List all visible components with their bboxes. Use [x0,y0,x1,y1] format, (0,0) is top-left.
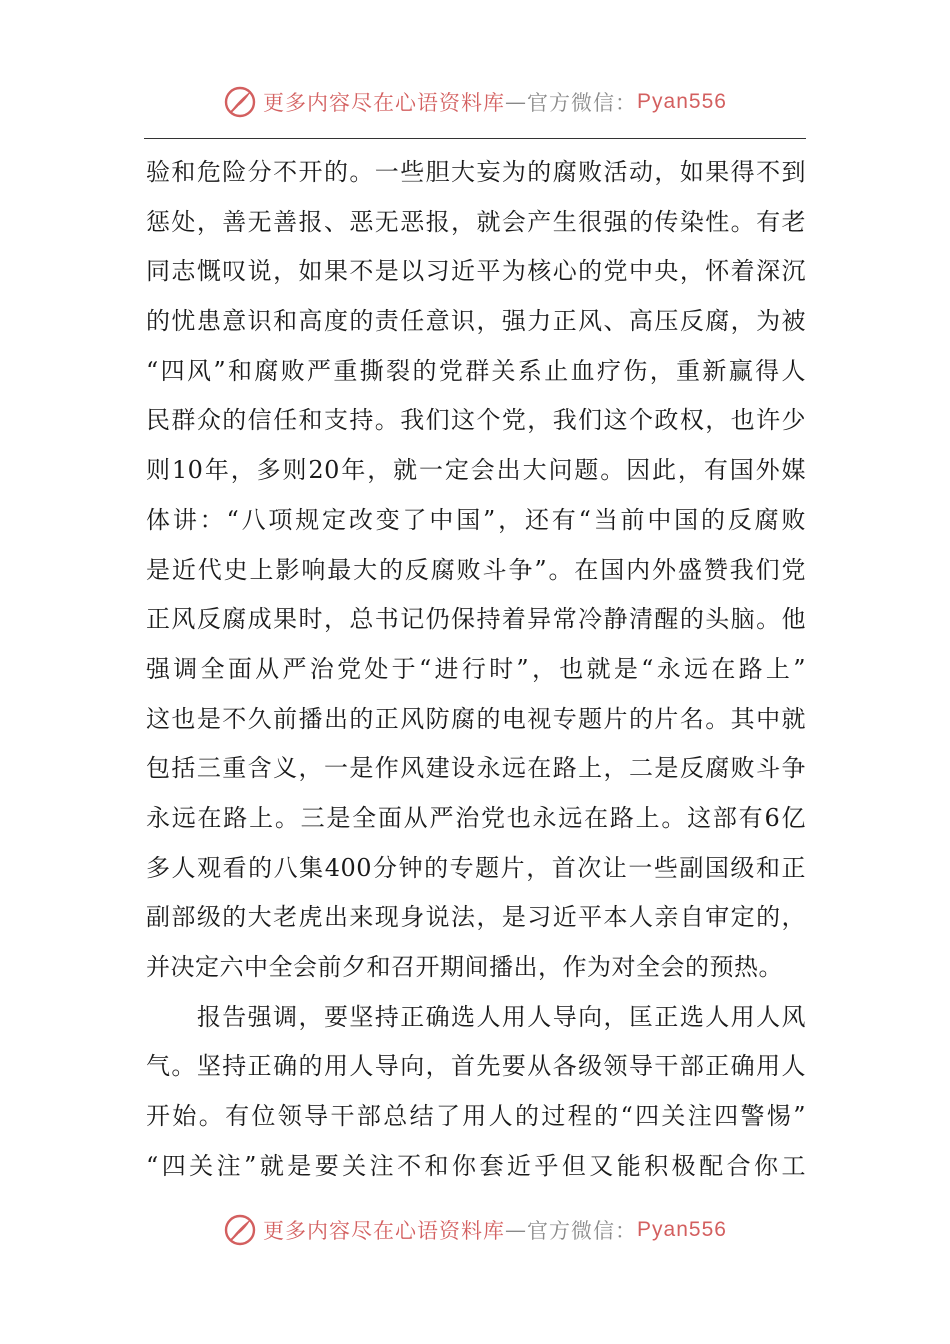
text-line: 包括三重含义，一是作风建设永远在路上，二是反腐败斗争 [146,754,806,783]
footer-separator: — [505,1218,528,1242]
document-body [146,148,806,1191]
footer-wechat-id: Pyan556 [637,1218,727,1241]
header-separator: — [505,90,528,114]
text-line: “四风”和腐败严重撕裂的党群关系止血疗伤，重新赢得人 [146,356,806,385]
text-line: 多人观看的八集400分钟的专题片，首次让一些副国级和正 [146,853,806,882]
text-line: 体讲：“八项规定改变了中国”，还有“当前中国的反腐败 [146,505,806,534]
feather-pen-logo-icon [223,1213,257,1247]
text-line: 气。坚持正确的用人导向，首先要从各级领导干部正确用人 [146,1052,806,1081]
text-line: 的忧患意识和高度的责任意识，强力正风、高压反腐，为被 [146,307,806,336]
text-line: 正风反腐成果时，总书记仍保持着异常冷静清醒的头脑。他 [146,605,806,634]
text-line: 则10年，多则20年，就一定会出大问题。因此，有国外媒 [146,456,806,485]
text-line: 并决定六中全会前夕和召开期间播出，作为对全会的预热。 [146,953,783,981]
feather-pen-logo-icon [223,85,257,119]
text-line: 是近代史上影响最大的反腐败斗争”。在国内外盛赞我们党 [146,555,806,584]
text-line: 永远在路上。三是全面从严治党也永远在路上。这部有6亿 [146,803,806,832]
text-line: 报告强调，要坚持正确选人用人导向，匡正选人用人风 [146,1002,806,1031]
footer-title: 更多内容尽在心语资料库 [263,1219,506,1243]
text-line: 这也是不久前播出的正风防腐的电视专题片的片名。其中就 [146,704,806,733]
footer-wechat-label: 官方微信： [527,1219,638,1243]
header-banner [0,82,950,122]
text-line: 验和危险分不开的。一些胆大妄为的腐败活动，如果得不到 [146,158,806,186]
header-divider [144,138,806,139]
header-wechat-id: Pyan556 [637,90,727,113]
text-line: 民群众的信任和支持。我们这个党，我们这个政权，也许少 [146,406,806,435]
header-title: 更多内容尽在心语资料库 [263,91,506,115]
text-line: 开始。有位领导干部总结了用人的过程的“四关注四警惕” [146,1102,806,1131]
header-wechat-label: 官方微信： [527,91,638,115]
text-line: “四关注”就是要关注不和你套近乎但又能积极配合你工 [146,1151,806,1180]
text-line: 强调全面从严治党处于“进行时”，也就是“永远在路上” [146,654,806,683]
text-line: 副部级的大老虎出来现身说法，是习近平本人亲自审定的， [146,903,806,932]
text-line: 惩处，善无善报、恶无恶报，就会产生很强的传染性。有老 [146,207,806,236]
footer-banner [0,1210,950,1250]
text-line: 同志慨叹说，如果不是以习近平为核心的党中央，怀着深沉 [146,257,806,286]
